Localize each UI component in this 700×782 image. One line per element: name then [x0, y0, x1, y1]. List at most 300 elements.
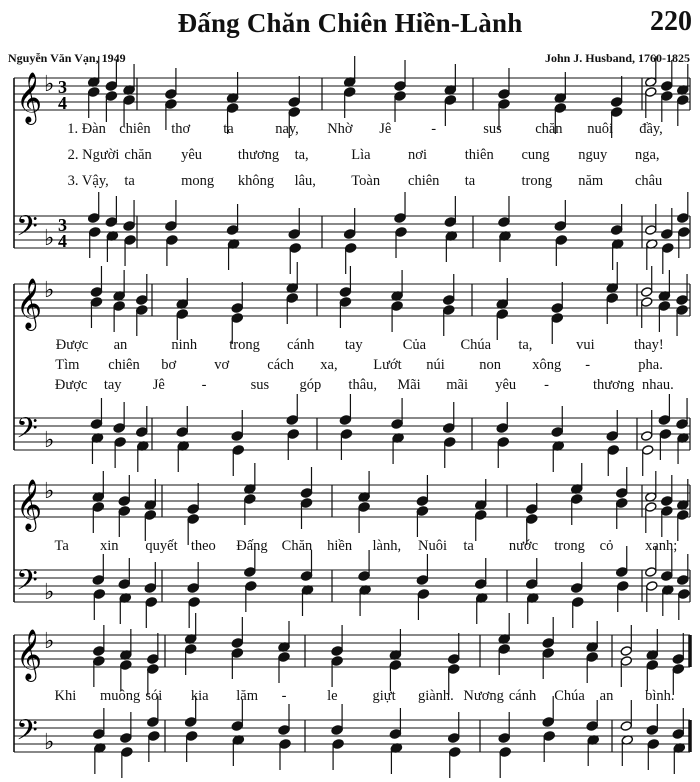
note-head [586, 721, 598, 732]
lyric-syllable: pha. [638, 357, 663, 373]
note-head [572, 597, 584, 608]
note-head [244, 494, 256, 505]
note-head [662, 243, 674, 254]
note-head [647, 739, 659, 750]
note-head [448, 654, 460, 665]
note-head [147, 664, 159, 675]
note-head [120, 733, 132, 744]
lyric-syllable: sus [483, 121, 502, 137]
note-head [551, 427, 563, 438]
lyric-syllable: 2. Người [67, 147, 120, 163]
note-head [551, 303, 563, 314]
note-head [661, 571, 673, 582]
lyric-syllable: góp [299, 377, 322, 393]
note-head [543, 731, 555, 742]
lyric-syllable: vơ [214, 357, 230, 373]
note-head [88, 213, 100, 224]
note-head [278, 725, 290, 736]
note-head [448, 664, 460, 675]
note-head [498, 217, 510, 228]
lyric-syllable: nuôi [587, 121, 613, 137]
lyric-syllable: Ta [54, 538, 69, 554]
lyric-syllable: Chúa [460, 337, 492, 353]
note-head [187, 514, 199, 525]
note-head [554, 103, 566, 114]
note-head [416, 575, 428, 586]
lyric-syllable: lăm [236, 688, 259, 704]
note-head [606, 293, 618, 304]
note-head [331, 656, 343, 667]
note-head [542, 648, 554, 659]
lyric-syllable: nguy [578, 147, 608, 163]
note-head [607, 445, 619, 456]
lyric-syllable: sói [145, 688, 163, 704]
lyric-syllable: Lìa [351, 147, 371, 163]
note-head [448, 733, 460, 744]
note-head [659, 429, 671, 440]
lyric-syllable: trong [521, 173, 553, 189]
note-head [90, 287, 102, 298]
lyric-syllable: Nhờ [327, 121, 353, 137]
lyric-syllable: mãi [446, 377, 469, 393]
lyric-syllable: thay! [633, 337, 664, 353]
note-head [343, 87, 355, 98]
hymn-number: 220 [650, 6, 692, 37]
note-head [278, 652, 290, 663]
lyric-syllable: Đấng [236, 538, 268, 554]
note-head [288, 107, 300, 118]
note-head [449, 747, 461, 758]
note-head [526, 514, 538, 525]
note-head [244, 567, 256, 578]
note-head [554, 221, 566, 232]
lyric-syllable: - [281, 688, 287, 704]
note-head [89, 227, 101, 238]
lyric-syllable: chiên [408, 173, 440, 189]
lyric-syllable: theo [190, 538, 216, 554]
lyric-syllable: - [201, 377, 207, 393]
lyric-syllable: - [585, 357, 591, 373]
lyric-syllable: Jê [152, 377, 165, 393]
note-head [339, 287, 351, 298]
note-head [641, 297, 653, 308]
note-head [443, 423, 455, 434]
lyric-syllable: sus [250, 377, 270, 393]
note-head [165, 89, 177, 100]
lyric-syllable: thương [593, 377, 635, 393]
note-head [286, 293, 298, 304]
note-head [105, 217, 117, 228]
note-head [118, 496, 130, 507]
lyric-syllable: thương [237, 147, 280, 163]
flat-sign: ♭ [44, 629, 55, 654]
note-head [641, 431, 653, 442]
note-head [391, 301, 403, 312]
lyric-syllable: xin [99, 538, 119, 554]
lyric-syllable: - [431, 121, 437, 137]
note-head [642, 445, 654, 456]
lyric-syllable: núi [426, 357, 445, 373]
note-head [610, 225, 622, 236]
note-head [245, 581, 257, 592]
lyric-syllable: Được [55, 337, 89, 353]
note-head [678, 589, 690, 600]
flat-sign: ♭ [44, 226, 55, 251]
lyric-syllable: Của [402, 337, 427, 353]
note-head [148, 731, 160, 742]
lyric-syllable: non [479, 357, 502, 373]
note-head [676, 419, 688, 430]
lyric-syllable: trong [554, 538, 585, 554]
note-head [188, 597, 200, 608]
note-head [645, 567, 657, 578]
note-head [124, 235, 136, 246]
flat-sign: ♭ [44, 479, 55, 504]
note-head [646, 581, 658, 592]
note-head [118, 579, 130, 590]
lyric-syllable: - [544, 377, 549, 393]
note-head [417, 589, 429, 600]
note-head [498, 644, 510, 655]
treble-clef: 𝄞 [16, 629, 43, 680]
lyric-syllable: Jê [379, 121, 392, 137]
lyric-syllable: xanh; [645, 538, 678, 554]
lyric-syllable: Nuôi [417, 538, 447, 554]
note-head [289, 243, 301, 254]
note-head [90, 419, 102, 430]
note-head [331, 646, 343, 657]
lyric-syllable: Nương [463, 688, 504, 704]
note-head [610, 107, 622, 118]
note-head [658, 415, 670, 426]
note-head [147, 717, 159, 728]
lyric-syllable: thâu, [348, 377, 378, 393]
note-head [339, 415, 351, 426]
lyric-syllable: le [327, 688, 338, 704]
note-head [232, 445, 244, 456]
lyric-syllable: mong [181, 173, 215, 189]
treble-clef: 𝄞 [16, 479, 43, 530]
note-head [144, 583, 156, 594]
note-head [184, 644, 196, 655]
lyric-syllable: ta, [518, 337, 533, 353]
note-head [571, 494, 583, 505]
note-head [677, 95, 689, 106]
note-head [391, 419, 403, 430]
lyric-syllable: Khi [54, 688, 77, 704]
note-head [226, 103, 238, 114]
note-head [145, 597, 157, 608]
lyric-syllable: thiên [464, 147, 494, 163]
bass-clef: 𝄢 [16, 210, 38, 250]
note-head [542, 717, 554, 728]
note-head [616, 567, 628, 578]
note-head [288, 97, 300, 108]
note-head [646, 725, 658, 736]
note-head [123, 95, 135, 106]
lyric-syllable: chiên [108, 357, 140, 373]
lyric-syllable: tay [103, 377, 122, 393]
note-head [113, 301, 125, 312]
time-signature-bottom: 4 [58, 93, 67, 113]
lyric-syllable: ta [124, 173, 135, 189]
note-head [123, 221, 135, 232]
lyric-syllable: chiên [119, 121, 151, 137]
lyric-syllable: thơ [171, 121, 191, 137]
lyric-syllable: Toàn [351, 173, 381, 189]
lyric-syllable: an [599, 688, 614, 704]
note-head [93, 729, 105, 740]
note-head [551, 313, 563, 324]
note-head [661, 81, 673, 92]
lyricist-credit: Nguyễn Văn Vạn, 1949 [8, 51, 126, 65]
note-head [676, 295, 688, 306]
note-head [645, 225, 657, 236]
note-head [661, 496, 673, 507]
note-head [617, 581, 629, 592]
treble-clef: 𝄞 [16, 72, 43, 123]
lyric-syllable: Chăn [281, 538, 313, 554]
bass-clef: 𝄢 [16, 412, 38, 452]
lyric-syllable: muông [99, 688, 141, 704]
lyric-syllable: lâu, [294, 173, 316, 189]
note-head [475, 510, 487, 521]
lyric-syllable: chăn [124, 147, 152, 163]
note-head [231, 638, 243, 649]
note-head [279, 739, 291, 750]
note-head [641, 287, 653, 298]
note-head [136, 427, 148, 438]
lyric-syllable: ta, [294, 147, 309, 163]
lyric-syllable: 1. Đàn [67, 121, 106, 137]
note-head [661, 229, 673, 240]
note-head [475, 579, 487, 590]
note-head [658, 301, 670, 312]
flat-sign: ♭ [44, 730, 55, 755]
note-head [136, 295, 148, 306]
hymn-title: Đấng Chăn Chiên Hiền-Lành [177, 8, 523, 38]
note-head [340, 429, 352, 440]
lyric-syllable: cách [267, 357, 294, 373]
note-head [389, 660, 401, 671]
note-head [443, 305, 455, 316]
note-head [187, 583, 199, 594]
note-head [176, 309, 188, 320]
note-head [184, 717, 196, 728]
lyric-syllable: nga, [634, 147, 660, 163]
note-head [444, 95, 456, 106]
lyric-syllable: nơi [408, 147, 427, 163]
note-head [395, 227, 407, 238]
lyric-syllable: nay, [275, 121, 299, 137]
note-head [678, 227, 690, 238]
lyric-syllable: giựt [372, 688, 396, 704]
note-head [287, 429, 299, 440]
lyric-syllable: 3. Vậy, [67, 173, 109, 189]
lyric-syllable: kia [190, 688, 209, 704]
note-head [286, 415, 298, 426]
note-head [616, 488, 628, 499]
note-head [416, 506, 428, 517]
note-head [166, 235, 178, 246]
note-head [672, 729, 684, 740]
note-head [394, 213, 406, 224]
note-head [394, 81, 406, 92]
note-head [231, 648, 243, 659]
note-head [677, 575, 689, 586]
note-head [231, 313, 243, 324]
note-head [394, 91, 406, 102]
flat-sign: ♭ [44, 278, 55, 303]
note-head [231, 303, 243, 314]
note-head [645, 502, 657, 513]
lyric-syllable: cánh [287, 337, 315, 353]
note-head [677, 213, 689, 224]
note-head [616, 498, 628, 509]
note-head [498, 733, 510, 744]
note-head [571, 583, 583, 594]
lyric-syllable: Được [54, 377, 88, 393]
lyric-syllable: quyết [145, 538, 178, 554]
lyric-syllable: không [237, 173, 275, 189]
note-head [300, 488, 312, 499]
lyric-syllable: yêu [495, 377, 517, 393]
note-head [358, 502, 370, 513]
time-signature-top: 3 [58, 77, 67, 97]
note-head [620, 646, 632, 657]
note-head [92, 575, 104, 586]
note-head [676, 305, 688, 316]
note-head [185, 731, 197, 742]
note-head [114, 437, 126, 448]
flat-sign: ♭ [44, 72, 55, 97]
lyric-syllable: hiền [327, 538, 353, 554]
lyric-syllable: nhau. [641, 377, 674, 393]
note-head [288, 229, 300, 240]
note-head [389, 729, 401, 740]
note-head [93, 646, 105, 657]
note-head [92, 502, 104, 513]
note-head [344, 243, 356, 254]
lyric-syllable: cung [521, 147, 550, 163]
note-head [672, 654, 684, 665]
note-head [300, 498, 312, 509]
note-head [606, 431, 618, 442]
note-head [443, 295, 455, 306]
note-head [176, 427, 188, 438]
note-head [542, 638, 554, 649]
note-head [677, 510, 689, 521]
note-head [88, 87, 100, 98]
lyric-syllable: vui [576, 337, 595, 353]
note-head [165, 99, 177, 110]
lyric-syllable: an [113, 337, 128, 353]
note-head [620, 656, 632, 667]
lyric-syllable: Lướt [373, 357, 402, 373]
note-head [526, 579, 538, 590]
note-head [498, 89, 510, 100]
time-signature-top: 3 [58, 215, 67, 235]
lyric-syllable: đầy, [639, 121, 663, 137]
lyric-syllable: xông [532, 357, 562, 373]
lyric-syllable: ta [223, 121, 234, 137]
note-head [300, 571, 312, 582]
flat-sign: ♭ [44, 428, 55, 453]
note-head [113, 423, 125, 434]
lyric-syllable: ta [464, 173, 476, 189]
lyric-syllable: cánh [508, 688, 537, 704]
lyric-syllable: bình. [645, 688, 675, 704]
lyric-syllable: tay [344, 337, 363, 353]
flat-sign: ♭ [44, 580, 55, 605]
composer-credit: John J. Husband, 1760-1825 [544, 51, 690, 65]
note-head [555, 235, 567, 246]
lyric-syllable: Mãi [397, 377, 421, 393]
note-head [496, 309, 508, 320]
note-head [497, 437, 509, 448]
note-head [645, 87, 657, 98]
lyric-syllable: cỏ [599, 538, 614, 554]
note-head [672, 664, 684, 675]
lyric-syllable: xa, [320, 357, 338, 373]
note-head [661, 91, 673, 102]
note-head [105, 81, 117, 92]
note-head [496, 423, 508, 434]
note-head [231, 431, 243, 442]
note-head [121, 747, 133, 758]
lyric-syllable: năm [578, 173, 604, 189]
note-head [444, 437, 456, 448]
lyric-syllable: lành, [372, 538, 402, 554]
lyric-syllable: bơ [161, 357, 177, 373]
note-head [136, 305, 148, 316]
note-head [416, 496, 428, 507]
note-head [343, 229, 355, 240]
note-head [147, 654, 159, 665]
note-head [499, 747, 511, 758]
note-head [93, 656, 105, 667]
lyric-syllable: giành. [417, 688, 454, 704]
lyric-syllable: châu [634, 173, 663, 189]
bass-clef: 𝄢 [16, 564, 38, 604]
note-head [332, 739, 344, 750]
note-head [339, 297, 351, 308]
note-head [646, 660, 658, 671]
note-head [93, 589, 105, 600]
lyric-syllable: Chúa [554, 688, 585, 704]
lyric-syllable: nước [508, 538, 539, 554]
note-head [498, 99, 510, 110]
lyric-syllable: ninh [171, 337, 198, 353]
note-head [620, 721, 632, 732]
note-head [226, 225, 238, 236]
note-head [358, 571, 370, 582]
note-head [586, 652, 598, 663]
note-head [187, 504, 199, 515]
time-signature-bottom: 4 [58, 231, 67, 251]
note-head [165, 221, 177, 232]
note-head [120, 660, 132, 671]
lyric-syllable: Tìm [55, 357, 80, 373]
note-head [90, 297, 102, 308]
note-head [331, 725, 343, 736]
note-head [144, 510, 156, 521]
lyric-syllable: chăn [535, 121, 563, 137]
lyric-syllable: ta [463, 538, 474, 554]
treble-clef: 𝄞 [16, 278, 43, 329]
lyric-syllable: yêu [181, 147, 203, 163]
bass-clef: 𝄢 [16, 714, 38, 754]
